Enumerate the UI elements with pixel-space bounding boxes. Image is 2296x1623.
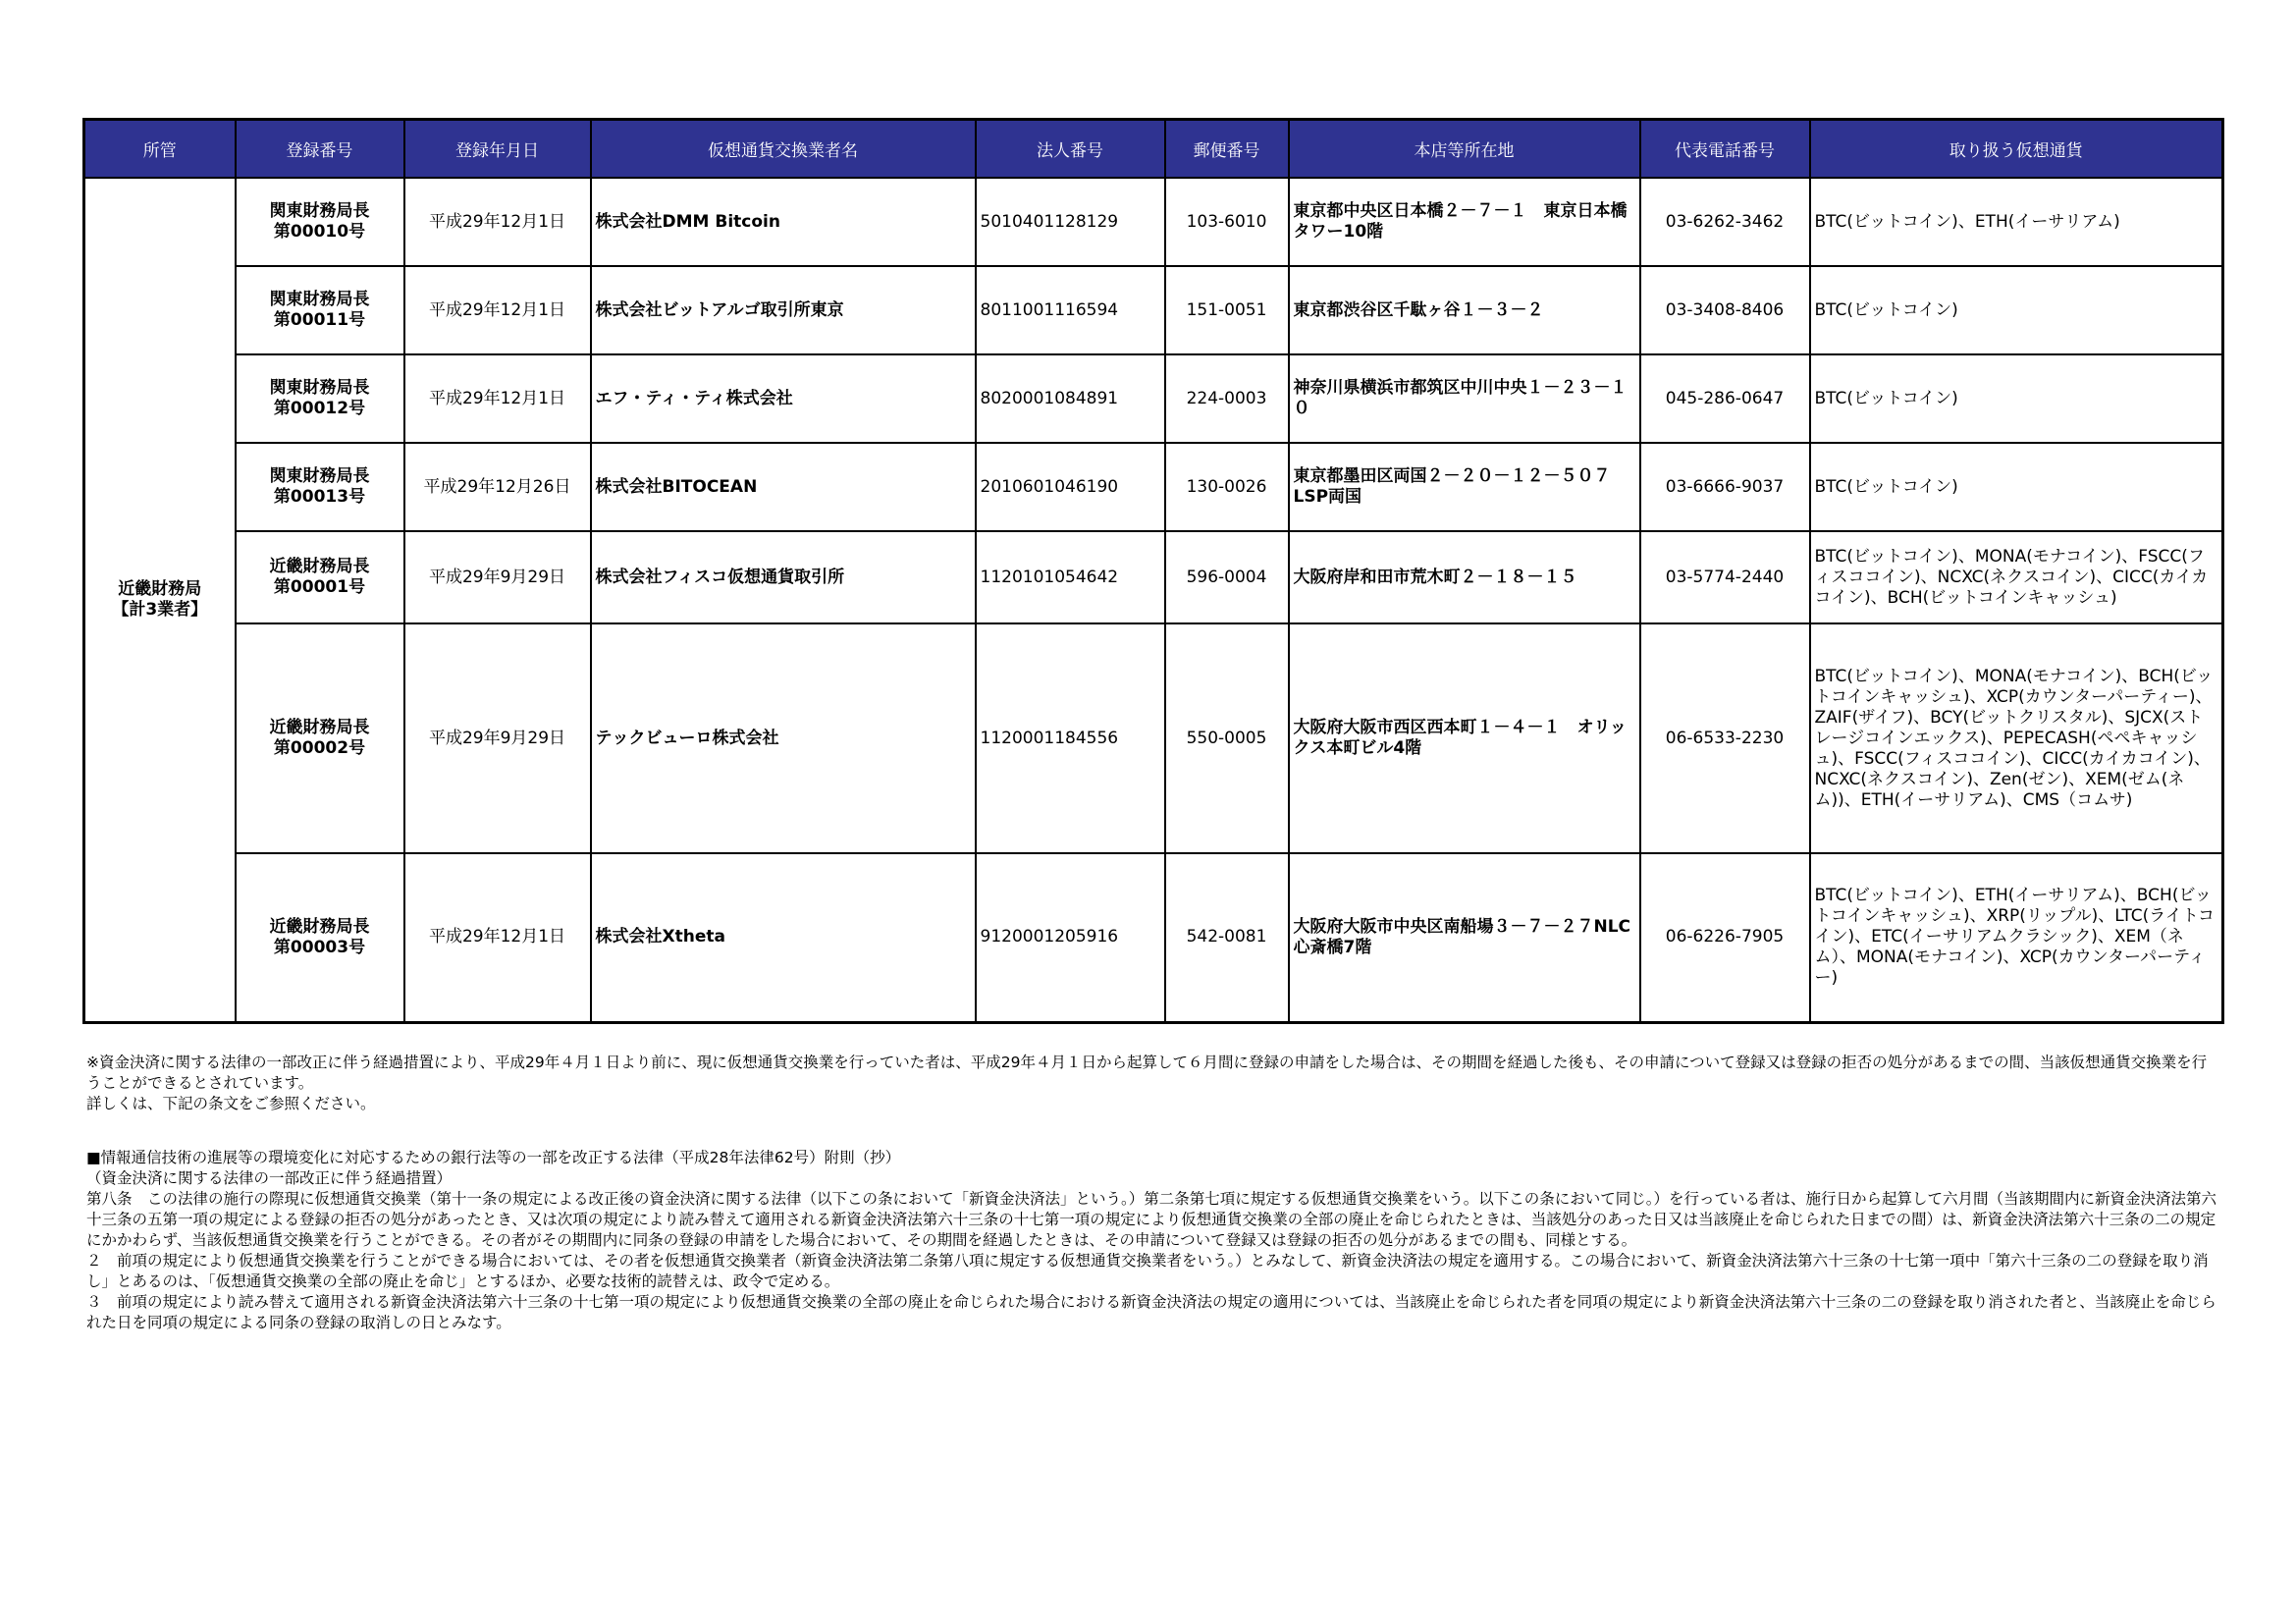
header-row xyxy=(84,120,2223,179)
corporate-number: 1120101054642 xyxy=(976,531,1165,623)
postal-code: 596-0004 xyxy=(1165,531,1289,623)
law-title: ■情報通信技術の進展等の環境変化に対応するための銀行法等の一部を改正する法律（平成28年法律62号）附則（抄） xyxy=(86,1149,901,1166)
registration-office: 関東財務局長 xyxy=(269,466,370,486)
address: 神奈川県横浜市都筑区中川中央１－２３－１０ xyxy=(1289,354,1640,443)
header-exchange-name: 仮想通貨交換業者名 xyxy=(591,120,976,179)
registration-date: 平成29年12月1日 xyxy=(404,178,591,266)
registration-office: 近畿財務局長 xyxy=(269,557,370,576)
address: 大阪府岸和田市荒木町２－１８－１５ xyxy=(1289,531,1640,623)
address: 大阪府大阪市西区西本町１－４－１ オリックス本町ビル4階 xyxy=(1289,623,1640,853)
transition-note: ※資金決済に関する法律の一部改正に伴う経過措置により、平成29年４月１日より前に、現に仮想通貨交換業を行っていた者は、平成29年４月１日から起算して６月間に登録の申請をした場合は、その期間を経過した後も、その申請について登録又は登録の拒否の処分があるまでの間、当該仮想通貨交換業を行うことができるとされています。 xyxy=(86,1054,2208,1092)
article-8-paragraph-2: ２ 前項の規定により仮想通貨交換業を行うことができる場合においては、その者を仮想通貨交換業者（新資金決済法第二条第八項に規定する仮想通貨交換業者をいう。）とみなして、新資金決済法の規定を適用する。この場合において、新資金決済法第六十三条の十七第一項中「第六十三条の二の登録を取り消し」とあるのは、「仮想通貨交換業の全部の廃止を命じ」とするほか、必要な技術的読替えは、政令で定める。 xyxy=(86,1252,2209,1290)
registration-date: 平成29年9月29日 xyxy=(404,623,591,853)
exchange-name: 株式会社ビットアルゴ取引所東京 xyxy=(591,266,976,354)
postal-code: 151-0051 xyxy=(1165,266,1289,354)
registration-number: 第00011号 xyxy=(273,310,366,330)
header-registration-number: 登録番号 xyxy=(236,120,404,179)
postal-code: 224-0003 xyxy=(1165,354,1289,443)
header-phone: 代表電話番号 xyxy=(1640,120,1810,179)
table-row xyxy=(84,178,2223,266)
address: 東京都中央区日本橋２－７－１ 東京日本橋タワー10階 xyxy=(1289,178,1640,266)
currencies: BTC(ビットコイン)、ETH(イーサリアム) xyxy=(1810,178,2223,266)
registration-date: 平成29年12月1日 xyxy=(404,354,591,443)
registration-office: 近畿財務局長 xyxy=(269,916,370,937)
address: 東京都墨田区両国２－２０－１２－５０７ LSP両国 xyxy=(1289,443,1640,531)
registration-office: 近畿財務局長 xyxy=(269,718,370,737)
notes-section xyxy=(86,1053,2218,1333)
corporate-number: 5010401128129 xyxy=(976,178,1165,266)
jurisdiction-cell xyxy=(84,178,236,1022)
registration-number: 第00001号 xyxy=(273,577,366,597)
registration-date: 平成29年12月1日 xyxy=(404,266,591,354)
table-row xyxy=(84,853,2223,1022)
header-corporate-number: 法人番号 xyxy=(976,120,1165,179)
corporate-number: 2010601046190 xyxy=(976,443,1165,531)
table-row xyxy=(84,354,2223,443)
registration-office: 関東財務局長 xyxy=(269,290,370,309)
exchange-name: 株式会社BITOCEAN xyxy=(591,443,976,531)
corporate-number: 9120001205916 xyxy=(976,853,1165,1022)
registration-number-cell xyxy=(236,178,404,266)
exchange-name: テックビューロ株式会社 xyxy=(591,623,976,853)
header-jurisdiction: 所管 xyxy=(84,120,236,179)
currencies: BTC(ビットコイン) xyxy=(1810,266,2223,354)
registration-number-cell xyxy=(236,354,404,443)
postal-code: 130-0026 xyxy=(1165,443,1289,531)
table-row xyxy=(84,443,2223,531)
jurisdiction-name: 近畿財務局 xyxy=(118,578,202,599)
registration-number: 第00013号 xyxy=(273,487,366,507)
exchange-name: 株式会社DMM Bitcoin xyxy=(591,178,976,266)
registration-date: 平成29年12月1日 xyxy=(404,853,591,1022)
table-row xyxy=(84,623,2223,853)
article-8-paragraph-3: ３ 前項の規定により読み替えて適用される新資金決済法第六十三条の十七第一項の規定により仮想通貨交換業の全部の廃止を命じられた場合における新資金決済法の規定の適用については、当該廃止を命じられた者を同項の規定により新資金決済法第六十三条の二の登録を取り消された者と、当該廃止を命じられた日を同項の規定による同条の登録の取消しの日とみなす。 xyxy=(86,1293,2216,1331)
address: 東京都渋谷区千駄ヶ谷１－３－２ xyxy=(1289,266,1640,354)
corporate-number: 8011001116594 xyxy=(976,266,1165,354)
table-row xyxy=(84,266,2223,354)
exchange-name: 株式会社フィスコ仮想通貨取引所 xyxy=(591,531,976,623)
registration-number-cell xyxy=(236,853,404,1022)
phone: 06-6226-7905 xyxy=(1640,853,1810,1022)
currencies: BTC(ビットコイン)、MONA(モナコイン)、FSCC(フィスココイン)、NCXC(ネクスコイン)、CICC(カイカコイン)、BCH(ビットコインキャッシュ) xyxy=(1810,531,2223,623)
jurisdiction-count: 【計3業者】 xyxy=(112,599,208,620)
address: 大阪府大阪市中央区南船場３－７－２７NLC心斎橋7階 xyxy=(1289,853,1640,1022)
header-registration-date: 登録年月日 xyxy=(404,120,591,179)
registration-date: 平成29年12月26日 xyxy=(404,443,591,531)
postal-code: 103-6010 xyxy=(1165,178,1289,266)
registration-number-cell xyxy=(236,531,404,623)
reference-note: 詳しくは、下記の条文をご参照ください。 xyxy=(86,1095,376,1112)
registration-number: 第00003号 xyxy=(273,937,366,957)
article-8: 第八条 この法律の施行の際現に仮想通貨交換業（第十一条の規定による改正後の資金決済に関する法律（以下この条において「新資金決済法」という。）第二条第七項に規定する仮想通貨交換業をいう。以下この条において同じ。）を行っている者は、施行日から起算して六月間（当該期間内に新資金決済法第六十三条の五第一項の規定による登録の拒否の処分があったとき、又は次項の規定により読み替えて適用される新資金決済法第六十三条の十七第一項の規定により仮想通貨交換業の全部の廃止を命じられたときは、当該処分のあった日又は当該廃止を命じられた日までの間）は、新資金決済法第六十三条の二の規定にかかわらず、当該仮想通貨交換業を行うことができる。その者がその期間内に同条の登録の申請をした場合において、その期間を経過したときは、その申請について登録又は登録の拒否の処分があるまでの間も、同様とする。 xyxy=(86,1190,2217,1249)
phone: 045-286-0647 xyxy=(1640,354,1810,443)
table-row xyxy=(84,531,2223,623)
header-postal-code: 郵便番号 xyxy=(1165,120,1289,179)
header-currencies: 取り扱う仮想通貨 xyxy=(1810,120,2223,179)
currencies: BTC(ビットコイン)、ETH(イーサリアム)、BCH(ビットコインキャッシュ)、XRP(リップル)、LTC(ライトコイン)、ETC(イーサリアムクラシック)、XEM（ネム）、MONA(モナコイン)、XCP(カウンターパーティー) xyxy=(1810,853,2223,1022)
phone: 03-5774-2440 xyxy=(1640,531,1810,623)
exchange-name: エフ・ティ・ティ株式会社 xyxy=(591,354,976,443)
registration-number: 第00002号 xyxy=(273,738,366,758)
law-subtitle: （資金決済に関する法律の一部改正に伴う経過措置） xyxy=(86,1169,453,1187)
corporate-number: 8020001084891 xyxy=(976,354,1165,443)
phone: 03-3408-8406 xyxy=(1640,266,1810,354)
registration-number-cell xyxy=(236,266,404,354)
registry-table xyxy=(82,118,2224,1024)
exchange-name: 株式会社Xtheta xyxy=(591,853,976,1022)
registration-office: 関東財務局長 xyxy=(269,201,370,221)
postal-code: 542-0081 xyxy=(1165,853,1289,1022)
registration-number: 第00012号 xyxy=(273,399,366,418)
registration-number-cell xyxy=(236,443,404,531)
registration-office: 関東財務局長 xyxy=(269,378,370,398)
registration-number: 第00010号 xyxy=(273,222,366,242)
registration-number-cell xyxy=(236,623,404,853)
currencies: BTC(ビットコイン) xyxy=(1810,443,2223,531)
phone: 03-6262-3462 xyxy=(1640,178,1810,266)
postal-code: 550-0005 xyxy=(1165,623,1289,853)
phone: 03-6666-9037 xyxy=(1640,443,1810,531)
corporate-number: 1120001184556 xyxy=(976,623,1165,853)
currencies: BTC(ビットコイン) xyxy=(1810,354,2223,443)
header-address: 本店等所在地 xyxy=(1289,120,1640,179)
phone: 06-6533-2230 xyxy=(1640,623,1810,853)
currencies: BTC(ビットコイン)、MONA(モナコイン)、BCH(ビットコインキャッシュ)、XCP(カウンターパーティー)、ZAIF(ザイフ)、BCY(ビットクリスタル)、SJCX(ストレージコインエックス)、PEPECASH(ペペキャッシュ)、FSCC(フィスココイン)、CICC(カイカコイン)、NCXC(ネクスコイン)、Zen(ゼン)、XEM(ゼム(ネム))、ETH(イーサリアム)、CMS（コムサ) xyxy=(1810,623,2223,853)
registration-date: 平成29年9月29日 xyxy=(404,531,591,623)
